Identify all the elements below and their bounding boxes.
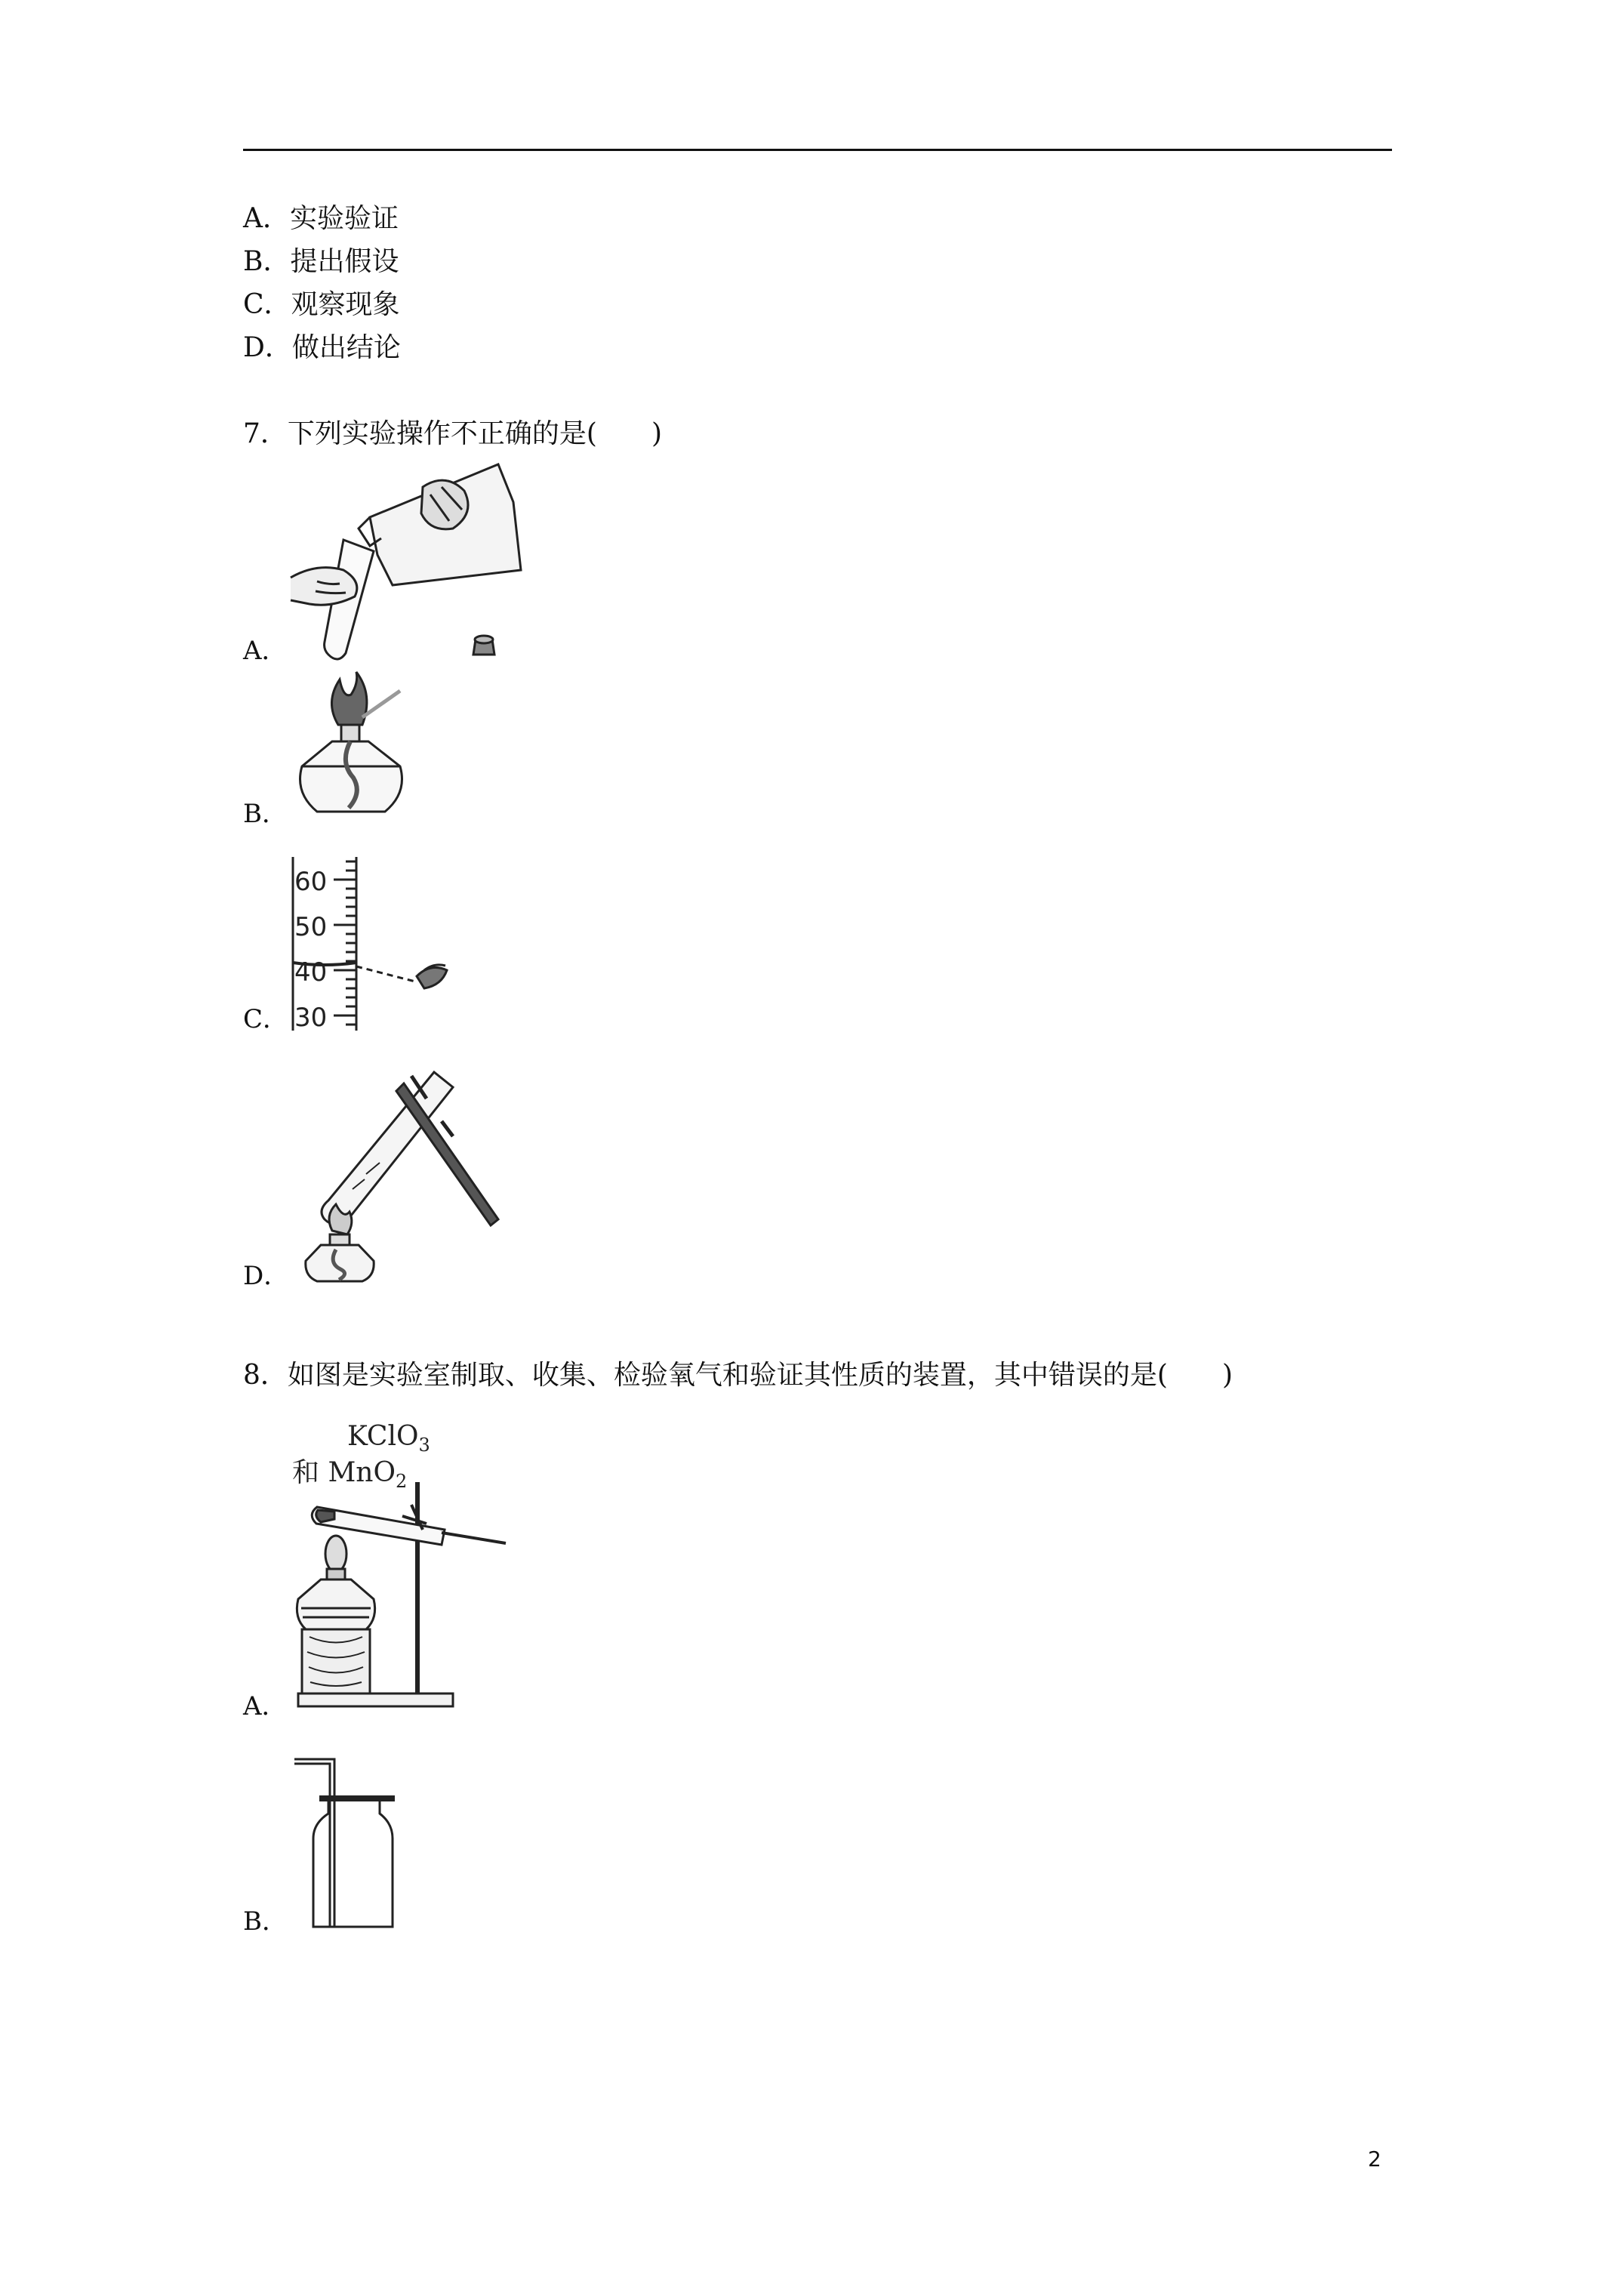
q7-label-b: B． [243, 799, 288, 829]
page-number: 2 [1368, 2147, 1381, 2171]
reagent-mno2: 和 MnO$_2$ [292, 1457, 408, 1492]
q7-label-c: C． [243, 1004, 289, 1034]
cylinder-scale-60: 60 [294, 867, 328, 897]
q8-stem: 8．如图是实验室制取、收集、检验氧气和验证其性质的装置，其中错误的是( ) [243, 1360, 1233, 1391]
header-rule [243, 149, 1392, 151]
alcohol-lamp-lighting-illustration [287, 672, 423, 823]
cylinder-scale-50: 50 [294, 912, 328, 942]
q7-label-a: A． [243, 636, 288, 666]
q8-label-a: A． [243, 1691, 288, 1721]
graduated-cylinder-reading-illustration [287, 857, 468, 1034]
q6-option-c: C．观察现象 [243, 289, 400, 320]
q7-stem: 7．下列实验操作不正确的是( ) [243, 418, 662, 449]
pouring-liquid-illustration [287, 457, 528, 661]
oxygen-generation-apparatus-illustration [291, 1418, 517, 1720]
q7-label-d: D． [243, 1261, 290, 1291]
q6-option-b: B．提出假设 [243, 246, 399, 277]
q8-label-b: B． [243, 1906, 288, 1937]
gas-collection-bottle-illustration [291, 1752, 404, 1933]
test-tube-heating-illustration [291, 1068, 510, 1284]
cylinder-scale-40: 40 [294, 957, 328, 988]
cylinder-scale-30: 30 [294, 1003, 328, 1033]
q6-option-a: A．实验验证 [243, 203, 399, 234]
q6-option-d: D．做出结论 [243, 332, 401, 363]
reagent-kclo3: KClO$_3$ [347, 1421, 430, 1456]
